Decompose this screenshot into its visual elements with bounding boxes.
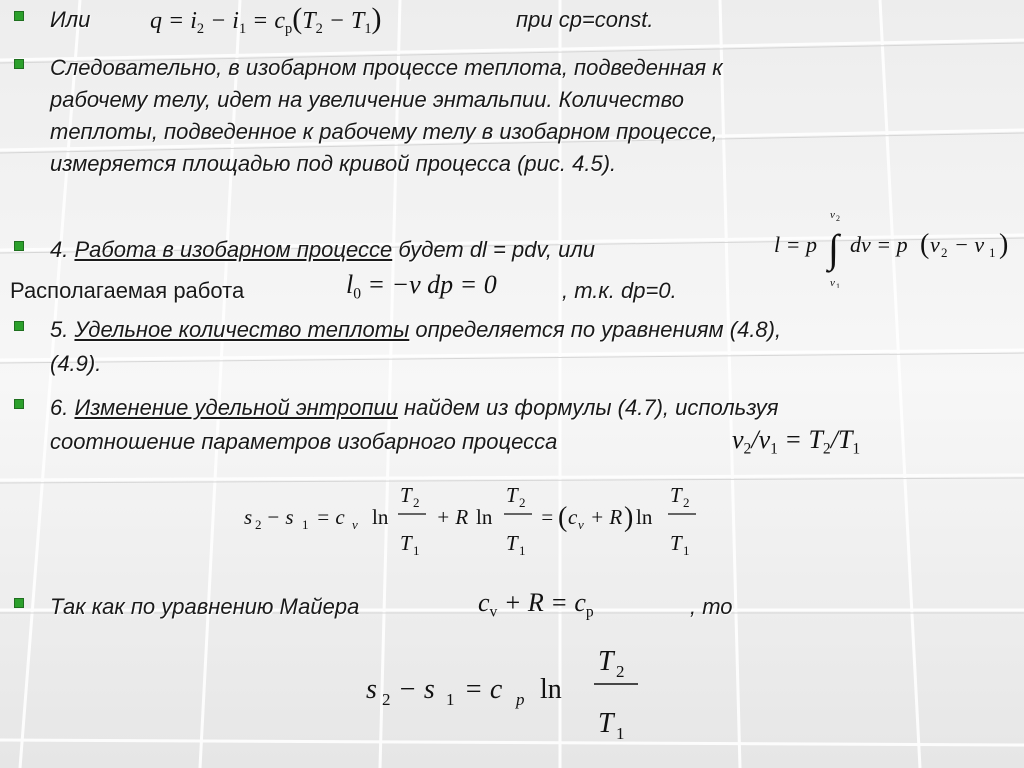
- formula-volume-ratio: $v_2/v_1 = T_2/T_1$: [732, 425, 861, 458]
- heat-line: [50, 314, 781, 346]
- svg-text:ln: ln: [540, 674, 562, 705]
- formula-heat-isobaric: $q = i_2 - i_1 = c_p(T_2 - T_1)$: [150, 2, 382, 38]
- condition-text: при cp=const.: [516, 7, 654, 32]
- svg-text:T: T: [670, 531, 682, 555]
- svg-text:− s: − s: [266, 505, 294, 529]
- item-number: 4.: [50, 237, 75, 262]
- svg-text:p: p: [516, 690, 525, 709]
- svg-text:2: 2: [413, 495, 420, 510]
- svg-text:1: 1: [989, 245, 996, 260]
- svg-text:T: T: [670, 483, 682, 507]
- bullet-marker: [14, 321, 24, 331]
- underlined-term: Работа в изобарном процессе: [74, 237, 393, 262]
- entropy-line: [50, 392, 778, 424]
- mayer-line: Так как по уравнению Майера: [50, 594, 360, 619]
- bullet-text-or: Или: [50, 7, 91, 32]
- svg-text:v: v: [830, 209, 835, 221]
- svg-text:v: v: [578, 517, 584, 532]
- bullet-marker: [14, 241, 24, 251]
- svg-text:= c: = c: [464, 674, 503, 705]
- svg-text:2: 2: [836, 214, 840, 223]
- svg-text:T: T: [598, 646, 614, 677]
- paragraph-line: соотношение параметров изобарного процесса: [50, 429, 558, 454]
- paragraph-line: измеряется площадью под кривой процесса (рис. 4.5).: [50, 151, 617, 176]
- paragraph-line: (4.9).: [50, 351, 102, 376]
- svg-text:∫: ∫: [828, 226, 839, 271]
- svg-text:(: (: [558, 502, 568, 533]
- formula-entropy-final: [362, 636, 652, 748]
- svg-text:− s: − s: [398, 674, 435, 705]
- formula-work-integral: [770, 204, 1020, 288]
- svg-text:1: 1: [446, 690, 455, 709]
- svg-text:2: 2: [519, 495, 526, 510]
- svg-text:T: T: [598, 708, 614, 739]
- item-text: определяется по уравнениям (4.8),: [409, 317, 782, 342]
- svg-text:l = p: l = p: [774, 232, 817, 257]
- svg-text:1: 1: [683, 543, 690, 558]
- svg-text:+ R: + R: [436, 505, 469, 529]
- available-work-label: Располагаемая работа: [10, 278, 245, 303]
- svg-text:s: s: [244, 505, 253, 529]
- svg-text:T: T: [400, 483, 412, 507]
- svg-text:v: v: [930, 232, 940, 257]
- item-text: найдем из формулы (4.7), используя: [397, 395, 779, 420]
- svg-text:1: 1: [413, 543, 420, 558]
- svg-text:T: T: [506, 483, 518, 507]
- svg-text:1: 1: [836, 282, 840, 288]
- underlined-term: Изменение удельной энтропии: [74, 395, 398, 420]
- svg-text:1: 1: [302, 517, 309, 532]
- svg-text:2: 2: [616, 662, 625, 681]
- item-text: будет dl = pdv, или: [392, 237, 595, 262]
- svg-text:T: T: [506, 531, 518, 555]
- bullet-marker: [14, 598, 24, 608]
- svg-text:): ): [999, 229, 1009, 260]
- svg-text:1: 1: [519, 543, 526, 558]
- svg-text:ln: ln: [476, 505, 493, 529]
- svg-text:c: c: [568, 505, 578, 529]
- bullet-marker: [14, 399, 24, 409]
- svg-text:v: v: [352, 517, 358, 532]
- paragraph-line: теплоты, подведенное к рабочему телу в изобарном процессе,: [50, 119, 718, 144]
- svg-text:+ R: + R: [590, 505, 623, 529]
- svg-text:): ): [624, 502, 634, 533]
- svg-text:s: s: [366, 674, 377, 705]
- bullet-marker: [14, 11, 24, 21]
- svg-text:ln: ln: [636, 505, 653, 529]
- underlined-term: Удельное количество теплоты: [74, 317, 410, 342]
- work-line: [50, 234, 595, 266]
- available-work-tail: , т.к. dp=0.: [562, 278, 677, 303]
- svg-text:2: 2: [255, 517, 262, 532]
- bullet-marker: [14, 59, 24, 69]
- svg-text:= c: = c: [316, 505, 345, 529]
- svg-text:1: 1: [616, 724, 625, 743]
- item-number: 6.: [50, 395, 75, 420]
- formula-mayer: $c_v + R = c_p$: [478, 588, 594, 621]
- svg-text:T: T: [400, 531, 412, 555]
- svg-text:(: (: [920, 229, 930, 260]
- svg-text:dv = p: dv = p: [850, 232, 908, 257]
- svg-text:v: v: [830, 277, 835, 288]
- svg-text:ln: ln: [372, 505, 389, 529]
- item-number: 5.: [50, 317, 75, 342]
- paragraph-line: рабочему телу, идет на увеличение энтальпии. Количество: [50, 87, 684, 112]
- svg-text:− v: − v: [954, 232, 985, 257]
- svg-text:=: =: [540, 505, 555, 529]
- formula-available-work: $l_0 = -v$ dp = 0: [346, 270, 497, 303]
- mayer-tail: , то: [690, 594, 733, 619]
- svg-text:2: 2: [941, 245, 948, 260]
- svg-text:2: 2: [683, 495, 690, 510]
- paragraph-line: Следовательно, в изобарном процессе теплота, подведенная к: [50, 55, 723, 80]
- formula-entropy-change: [240, 474, 720, 560]
- svg-text:2: 2: [382, 690, 391, 709]
